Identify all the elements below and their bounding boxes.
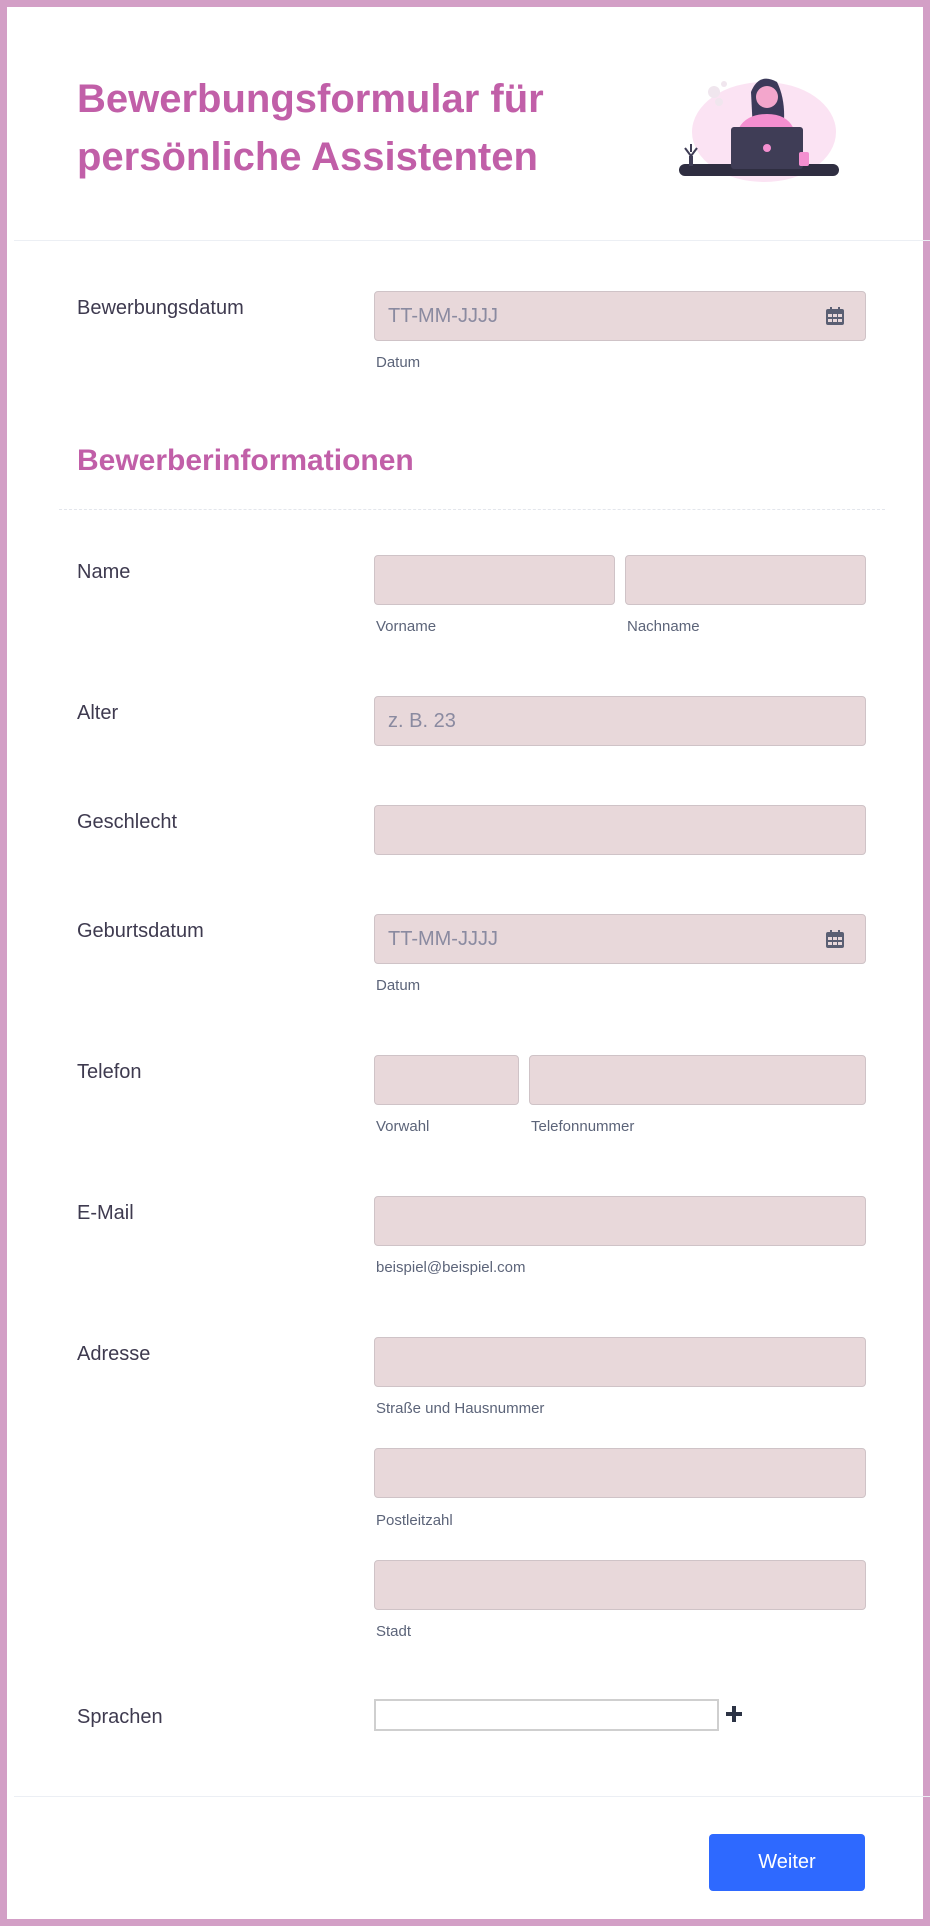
- plus-icon[interactable]: [724, 1704, 744, 1724]
- street-input[interactable]: [374, 1337, 866, 1387]
- woman-at-laptop-illustration: [659, 72, 859, 192]
- section-divider: [59, 509, 885, 510]
- zip-input[interactable]: [374, 1448, 866, 1498]
- email-input[interactable]: [374, 1196, 866, 1246]
- gender-input[interactable]: [374, 805, 866, 855]
- last-name-input[interactable]: [625, 555, 866, 605]
- street-sublabel: Straße und Hausnummer: [376, 1400, 545, 1417]
- phone-number-sublabel: Telefonnummer: [531, 1118, 635, 1135]
- email-label: E-Mail: [77, 1202, 134, 1224]
- form-title: [77, 70, 637, 186]
- birthdate-sublabel: Datum: [376, 977, 421, 994]
- age-label: Alter: [77, 702, 119, 724]
- section-title: Bewerberinformationen: [77, 444, 414, 477]
- phone-label: Telefon: [77, 1061, 142, 1083]
- area-code-input[interactable]: [374, 1055, 519, 1105]
- name-label: Name: [77, 561, 131, 583]
- form-title-line-1: Bewerbungsformular für: [77, 77, 544, 121]
- phone-number-input[interactable]: [529, 1055, 866, 1105]
- city-input[interactable]: [374, 1560, 866, 1610]
- form-header: [14, 14, 930, 241]
- address-label: Adresse: [77, 1343, 151, 1365]
- gender-label: Geschlecht: [77, 811, 178, 833]
- application-date-label: Bewerbungsdatum: [77, 297, 244, 319]
- birthdate-label: Geburtsdatum: [77, 920, 204, 942]
- area-code-sublabel: Vorwahl: [376, 1118, 430, 1135]
- application-date-input[interactable]: [374, 291, 866, 341]
- next-button[interactable]: Weiter: [709, 1834, 865, 1891]
- calendar-icon[interactable]: [825, 929, 845, 949]
- form-title-line-2: persönliche Assistenten: [77, 135, 538, 179]
- birthdate-input[interactable]: [374, 914, 866, 964]
- city-sublabel: Stadt: [376, 1623, 412, 1640]
- language-input[interactable]: [374, 1699, 719, 1731]
- form-footer: [14, 1796, 930, 1797]
- email-sublabel: beispiel@beispiel.com: [376, 1259, 526, 1276]
- zip-sublabel: Postleitzahl: [376, 1512, 453, 1529]
- first-name-sublabel: Vorname: [376, 618, 437, 635]
- calendar-icon[interactable]: [825, 306, 845, 326]
- application-date-sublabel: Datum: [376, 354, 421, 371]
- last-name-sublabel: Nachname: [627, 618, 700, 635]
- languages-label: Sprachen: [77, 1706, 163, 1728]
- age-input[interactable]: [374, 696, 866, 746]
- first-name-input[interactable]: [374, 555, 615, 605]
